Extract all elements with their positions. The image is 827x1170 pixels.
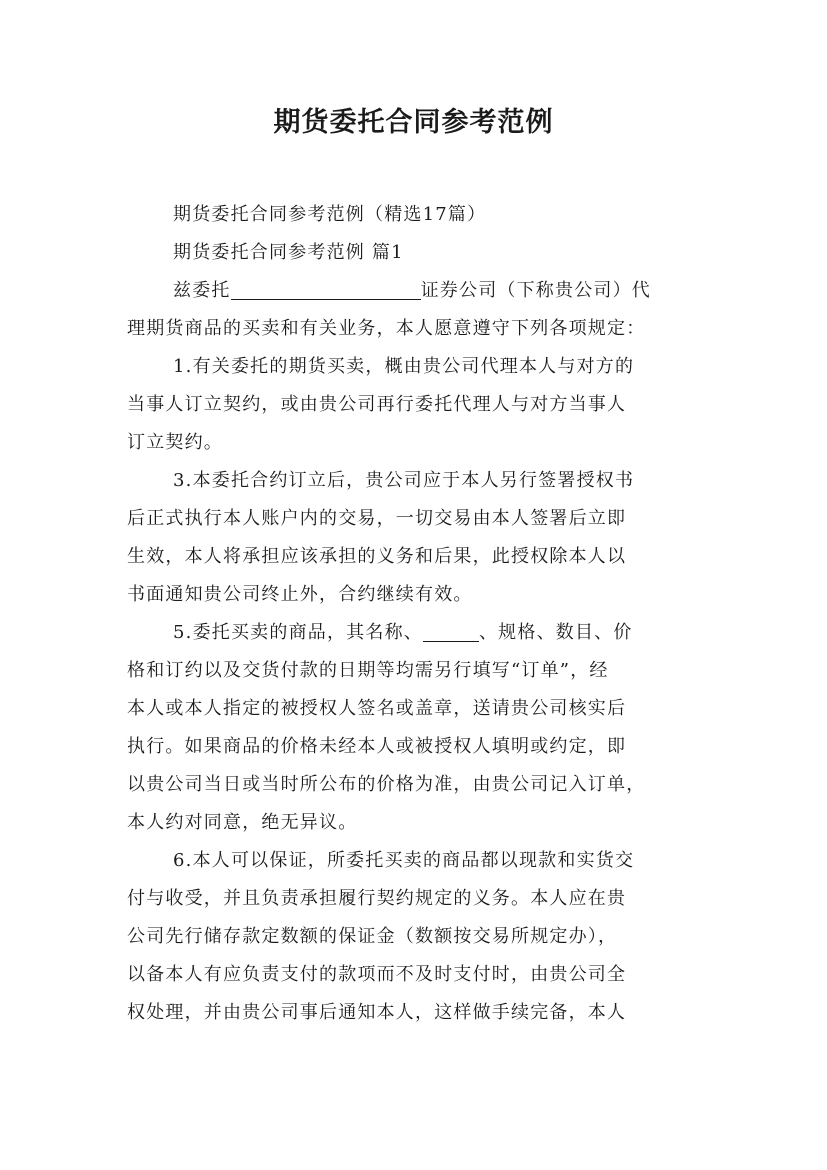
paragraph-line: 订立契约。: [127, 432, 223, 453]
paragraph-line: 书面通知贵公司终止外，合约继续有效。: [127, 584, 473, 605]
paragraph-line: 理期货商品的买卖和有关业务，本人愿意遵守下列各项规定：: [127, 318, 646, 339]
blank-field: [231, 277, 421, 300]
paragraph-line: 1.有关委托的期货买卖，概由贵公司代理本人与对方的: [173, 356, 635, 377]
paragraph-clause-5: [127, 614, 702, 842]
paragraph-line: 生效，本人将承担应该承担的义务和后果，此授权除本人以: [127, 546, 627, 567]
paragraph-line: 以备本人有应负责支付的款项而不及时支付时，由贵公司全: [127, 964, 627, 985]
blank-field: [423, 619, 479, 642]
paragraph-line: 以贵公司当日或当时所公布的价格为准，由贵公司记入订单，: [127, 774, 646, 795]
paragraph-clause-3: [127, 462, 702, 614]
paragraph-line: 当事人订立契约，或由贵公司再行委托代理人与对方当事人: [127, 394, 627, 415]
paragraph-line: 本人或本人指定的被授权人签名或盖章，送请贵公司核实后: [127, 698, 627, 719]
document-title: 期货委托合同参考范例: [273, 107, 554, 138]
paragraph-line: 格和订约以及交货付款的日期等均需另行填写“订单”，经: [127, 660, 609, 681]
paragraph-intro: [127, 272, 702, 348]
paragraph-clause-1: [127, 348, 702, 462]
paragraph-line: 后正式执行本人账户内的交易，一切交易由本人签署后立即: [127, 508, 627, 529]
paragraph-line: 付与收受，并且负责承担履行契约规定的义务。本人应在贵: [127, 888, 627, 909]
paragraph-line: 本人约对同意，绝无异议。: [127, 812, 358, 833]
paragraph-line: 3.本委托合约订立后，贵公司应于本人另行签署授权书: [173, 470, 635, 491]
paragraph-line: 5.委托买卖的商品，其名称、 、规格、数目、价: [127, 614, 702, 652]
subtitle: 期货委托合同参考范例（精选17篇）: [173, 204, 487, 225]
paragraph-line: 公司先行储存款定数额的保证金（数额按交易所规定办），: [127, 926, 618, 947]
paragraph-line: 执行。如果商品的价格未经本人或被授权人填明或约定，即: [127, 736, 627, 757]
paragraph-line: 权处理，并由贵公司事后通知本人，这样做手续完备，本人: [127, 1002, 627, 1023]
section-heading: 期货委托合同参考范例 篇1: [173, 242, 404, 263]
paragraph-line: 兹委托 证券公司（下称贵公司）代: [127, 272, 702, 310]
document-body: [127, 196, 702, 1032]
paragraph-clause-6: [127, 842, 702, 1032]
paragraph-line: 6.本人可以保证，所委托买卖的商品都以现款和实货交: [173, 850, 635, 871]
